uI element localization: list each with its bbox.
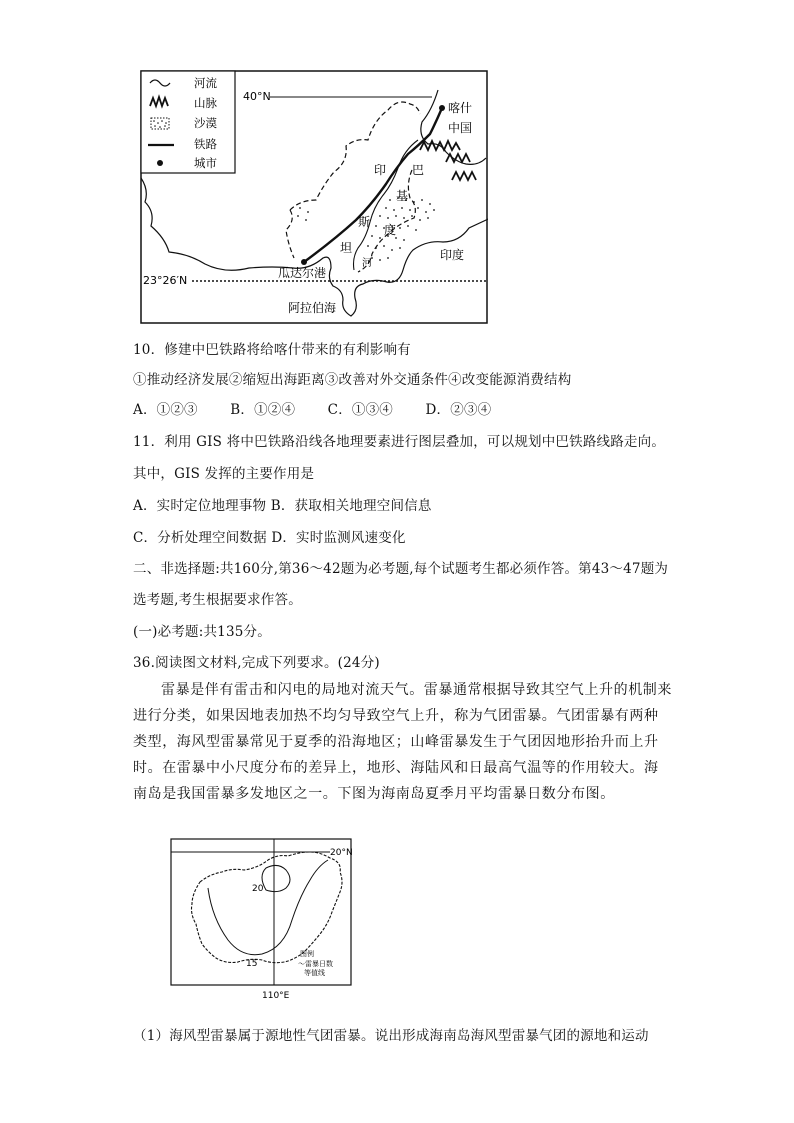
- lat-20n-label: 20°N: [330, 848, 352, 858]
- q10-option-b: B．①②④: [230, 402, 296, 418]
- q10-options: [133, 398, 519, 418]
- section2-line1: 二、非选择题:共160分,第36～42题为必考题,每个试题考生都必须作答。第43～47题为: [133, 561, 669, 577]
- q36-material: [133, 677, 673, 807]
- indus-label-2: 度: [384, 223, 397, 237]
- q11-stem-line1: 11．利用 GIS 将中巴铁路沿线各地理要素进行图层叠加，可以规划中巴铁路线路走向。: [133, 434, 666, 450]
- tropic-of-cancer-label: 23°26′N: [143, 274, 188, 287]
- kashgar-label: 喀什: [448, 101, 473, 115]
- section2-line2: 选考题,考生根据要求作答。: [133, 592, 302, 608]
- pakistan-label-2: 基: [396, 189, 409, 203]
- q36-paragraph: 雷暴是伴有雷击和闪电的局地对流天气。雷暴通常根据导致其空气上升的机制来进行分类，如果因地表加热不均匀导致空气上升，称为气团雷暴。气团雷暴有两种类型，海风型雷暴常见于夏季的沿海地区；山峰雷暴发生于气团因地形抬升而上升时。在雷暴中小尺度分布的差异上，地形、海陆风和日最高气温等的作用较大。海南岛是我国雷暴多发地区之一。下图为海南岛夏季月平均雷暴日数分布图。: [133, 682, 672, 802]
- pakistan-label-4: 坦: [340, 241, 353, 255]
- legend-city-label: 城市: [194, 156, 217, 170]
- gwadar-city-icon: [301, 259, 307, 265]
- pakistan-label-3: 斯: [358, 215, 371, 229]
- india-label: 印度: [440, 248, 465, 262]
- q10-option-c: C．①③④: [327, 402, 394, 418]
- gwadar-label: 瓜达尔港: [278, 266, 327, 280]
- contour-20-label: 20: [252, 884, 264, 894]
- cpec-railway-map: [140, 70, 488, 324]
- hainan-thunderstorm-map: [170, 838, 352, 1003]
- map2-legend-title: 图例: [300, 950, 314, 958]
- q36-sub1: （1）海风型雷暴属于源地性气团雷暴。说出形成海南岛海风型雷暴气团的源地和运动: [133, 1028, 649, 1044]
- legend-river-label: 河流: [194, 76, 217, 90]
- arabian-sea-label: 阿拉伯海: [288, 301, 337, 315]
- q10-option-d: D．②③④: [425, 402, 492, 418]
- legend-railway-label: 铁路: [194, 137, 217, 151]
- pakistan-label-1: 巴: [412, 163, 425, 177]
- q10-items: ①推动经济发展②缩短出海距离③改善对外交通条件④改变能源消费结构: [133, 372, 572, 388]
- q11-stem-line2: 其中，GIS 发挥的主要作用是: [133, 466, 315, 482]
- contour-15-label: 15: [246, 959, 258, 969]
- city-legend-icon: [157, 160, 163, 166]
- required-section-heading: (一)必考题:共135分。: [133, 624, 271, 640]
- q36-title: 36.阅读图文材料,完成下列要求。(24分): [133, 655, 380, 671]
- q10-stem: 10．修建中巴铁路将给喀什带来的有利影响有: [133, 342, 411, 358]
- latitude-40n-label: 40°N: [243, 90, 271, 103]
- china-label: 中国: [448, 121, 473, 135]
- q11-options-cd: C．分析处理空间数据 D．实时监测风速变化: [133, 530, 406, 546]
- legend-desert-label: 沙漠: [194, 116, 217, 130]
- kashgar-city-icon: [439, 105, 445, 111]
- lon-110e-label: 110°E: [262, 991, 290, 1001]
- q10-option-a: A．①②③: [133, 402, 198, 418]
- indus-label-1: 印: [374, 163, 387, 177]
- legend-mountain-label: 山脉: [194, 96, 217, 110]
- q11-options-ab: A．实时定位地理事物 B．获取相关地理空间信息: [133, 498, 432, 514]
- indus-label-3: 河: [362, 258, 372, 269]
- map2-legend-item: ～雷暴日数: [298, 960, 333, 968]
- map2-legend-item2: 等值线: [304, 969, 325, 977]
